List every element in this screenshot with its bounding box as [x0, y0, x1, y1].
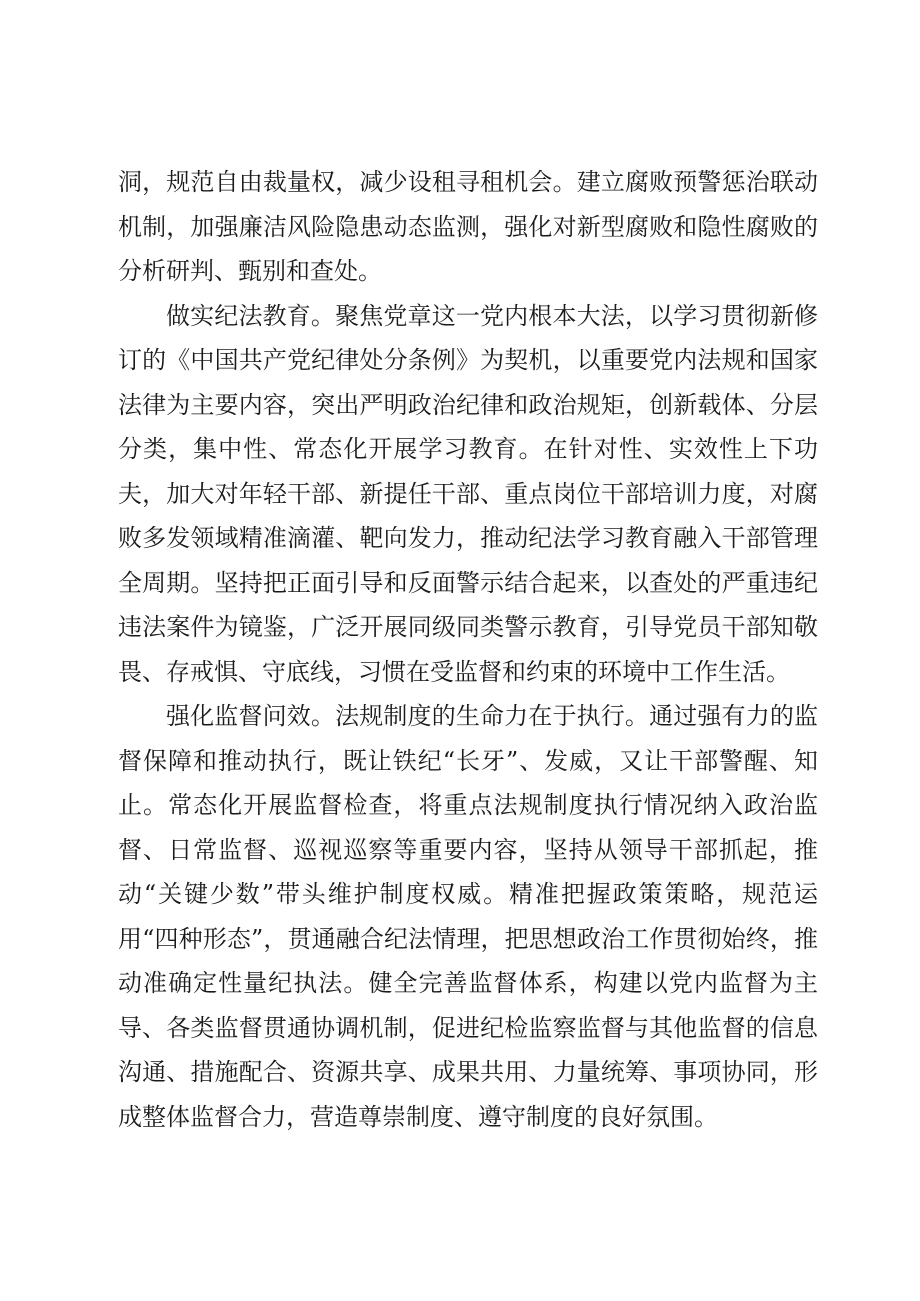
- paragraph-supervision-accountability: 强化监督问效。法规制度的生命力在于执行。通过强有力的监督保障和推动执行，既让铁纪“长牙”、发威，又让干部警醒、知止。常态化开展监督检查，将重点法规制度执行情况纳入政治监督、日常监督、巡视巡察等重要内容，坚持从领导干部抓起，推动“关键少数”带头维护制度权威。精准把握政策策略，规范运用“四种形态”，贯通融合纪法情理，把思想政治工作贯彻始终，推动准确定性量纪执法。健全完善监督体系，构建以党内监督为主导、各类监督贯通协调机制，促进纪检监察监督与其他监督的信息沟通、措施配合、资源共享、成果共用、力量统筹、事项协同，形成整体监督合力，营造尊崇制度、遵守制度的良好氛围。: [118, 702, 818, 1131]
- paragraph-continuation: 洞，规范自由裁量权，减少设租寻租机会。建立腐败预警惩治联动机制，加强廉洁风险隐患动态监测，强化对新型腐败和隐性腐败的分析研判、甄别和查处。: [118, 168, 818, 285]
- paragraph-discipline-education: 做实纪法教育。聚焦党章这一党内根本大法，以学习贯彻新修订的《中国共产党纪律处分条例》为契机，以重要党内法规和国家法律为主要内容，突出严明政治纪律和政治规矩，创新载体、分层分类，集中性、常态化开展学习教育。在针对性、实效性上下功夫，加大对年轻干部、新提任干部、重点岗位干部培训力度，对腐败多发领域精准滴灌、靶向发力，推动纪法学习教育融入干部管理全周期。坚持把正面引导和反面警示结合起来，以查处的严重违纪违法案件为镜鉴，广泛开展同级同类警示教育，引导党员干部知敬畏、存戒惧、守底线，习惯在受监督和约束的环境中工作生活。: [118, 301, 818, 686]
- document-page: [118, 160, 818, 1139]
